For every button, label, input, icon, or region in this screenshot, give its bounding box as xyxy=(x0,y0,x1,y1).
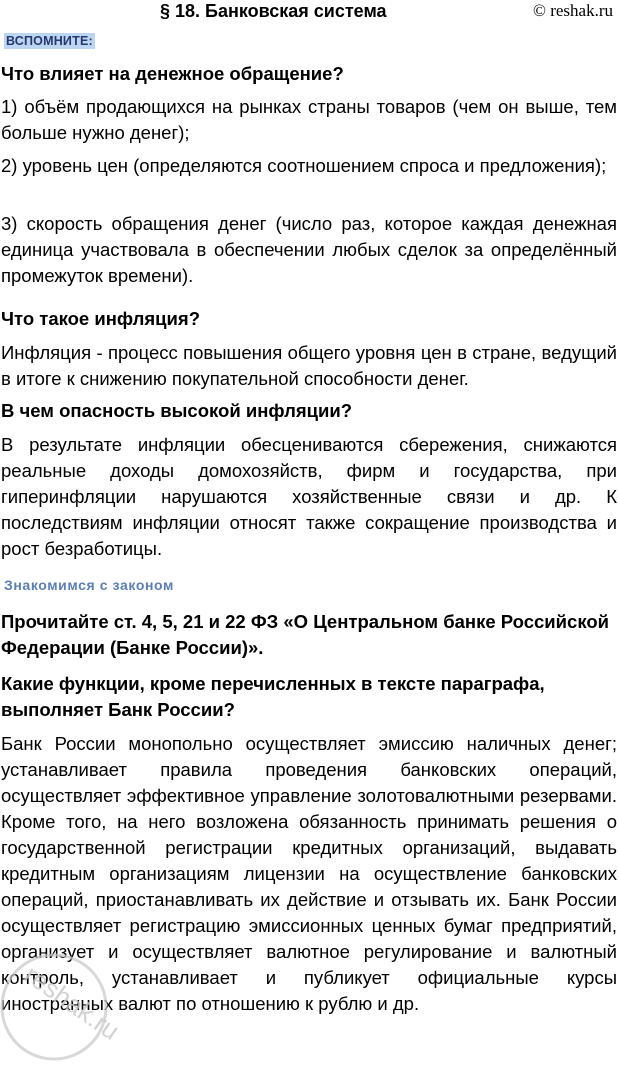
law-badge: Знакомимся с законом xyxy=(4,577,174,593)
question-inflation: Что такое инфляция? xyxy=(1,308,201,329)
reading-task: Прочитайте ст. 4, 5, 21 и 22 ФЗ «О Центральном банке Российской Федерации (Банке России)». xyxy=(1,611,610,658)
question-inflation-danger: В чем опасность высокой инфляции? xyxy=(1,400,353,421)
watermark-text: reshak.ru xyxy=(19,959,126,1046)
answer-item-2: 2) уровень цен (определяются соотношением спроса и предложения); xyxy=(1,155,607,176)
answer-inflation-danger: В результате инфляции обесцениваются сбережения, снижаются реальные доходы домохозяйств, фирм и государства, при гиперинфляции нарушаются хозяйственные связи и др. К последствиям инфляции относят также сокращение производства и рост безработицы. xyxy=(1,434,617,559)
question-bank-functions: Какие функции, кроме перечисленных в тексте параграфа, выполняет Банк России? xyxy=(1,673,545,720)
site-credit: © reshak.ru xyxy=(533,1,613,20)
section-title: § 18. Банковская система xyxy=(160,1,387,21)
answer-item-1: 1) объём продающихся на рынках страны товаров (чем он выше, тем больше нужно денег); xyxy=(1,96,617,143)
answer-inflation: Инфляция - процесс повышения общего уровня цен в стране, ведущий в итоге к снижению покупательной способности денег. xyxy=(1,342,617,389)
page-header xyxy=(0,0,619,24)
question-money-circulation: Что влияет на денежное обращение? xyxy=(1,63,344,84)
answer-bank-functions: Банк России монопольно осуществляет эмиссию наличных денег; устанавливает правила проведения банковских операций, осуществляет эффективное управление золотовалютными резервами. Кроме того, на него возложена обязанность принимать решения о государственной регистрации кредитных организаций, выдавать кредитным организациям лицензии на осуществление банковских операций, приостанавливать их действие и отзывать их. Банк России осуществляет регистрацию эмиссионных ценных бумаг предприятий, организует и осуществляет валютное регулирование и валютный контроль, устанавливает и публикует официальные курсы иностранных валют по отношению к рублю и др. xyxy=(1,733,617,1014)
recall-badge: ВСПОМНИТЕ: xyxy=(6,34,93,48)
answer-item-3: 3) скорость обращения денег (число раз, которое каждая денежная единица участвовала в обеспечении любых сделок за определённый промежуток времени). xyxy=(1,213,617,286)
